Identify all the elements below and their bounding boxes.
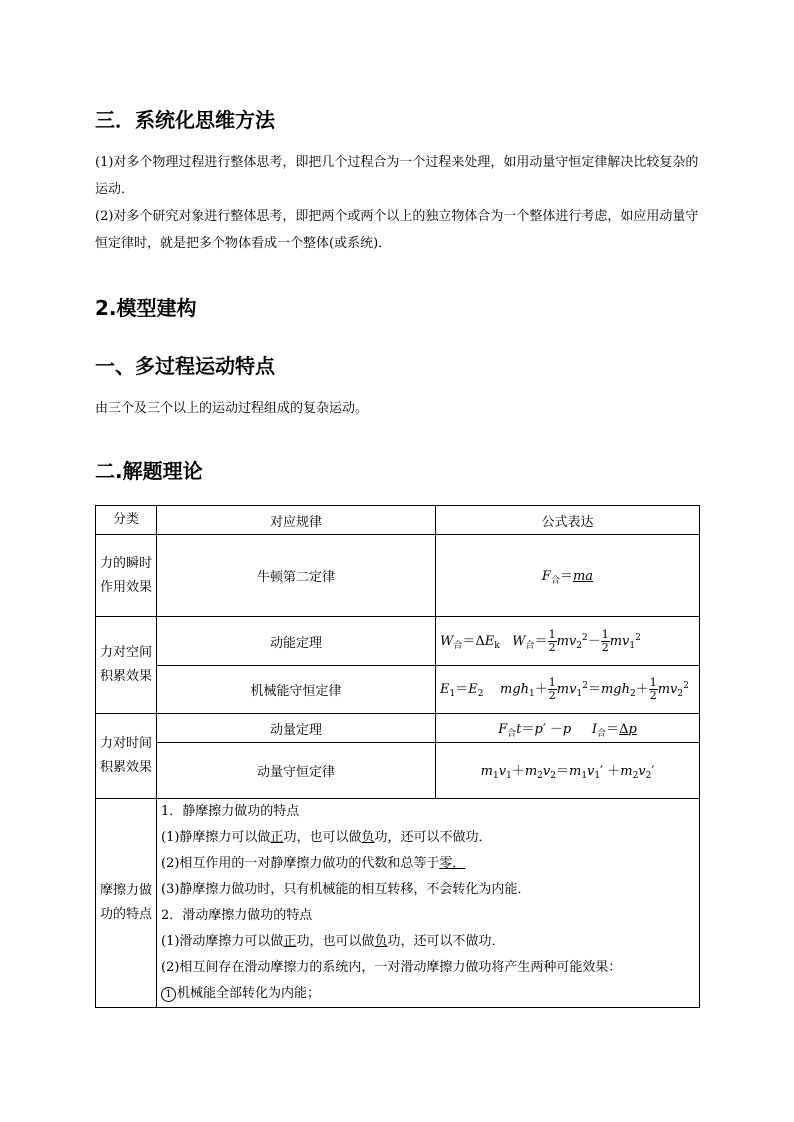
formula-mechanical-energy: $E_1=E_2$ mgh$_1$＋ $\frac{1}{2}$ $mv_1^2=mgh_2+$ $\frac{1}{2}$ $mv_2^2$	[436, 666, 700, 714]
table-row	[96, 714, 700, 743]
category-cell: 力对时间积累效果	[96, 714, 157, 799]
formula-newton: $F_合=ma$	[436, 535, 700, 617]
friction-sliding-line-1: (1)滑动摩擦力可以做正功，也可以做负功，还可以不做功．	[161, 934, 505, 949]
circled-number-icon: 1	[161, 987, 176, 1002]
formula-kinetic-energy: $W_合=\Delta E_k$ $W_合=$ $\frac{1}{2}$ $mv_2^2-$ $\frac{1}{2}$ $mv_1^2$	[436, 617, 700, 666]
friction-sliding-line-2: (2)相互间存在滑动摩擦力的系统内，一对滑动摩擦力做功将产生两种可能效果：	[161, 960, 622, 975]
friction-static-line-3: (3)静摩擦力做功时，只有机械能的相互转移，不会转化为内能．	[161, 882, 531, 897]
friction-static-title: 1．静摩擦力做功的特点	[161, 804, 300, 819]
section-title-multi-process: 一、多过程运动特点	[95, 354, 275, 378]
table-row	[96, 743, 700, 799]
friction-static-line-1: (1)静摩擦力可以做正功，也可以做负功，还可以不做功．	[161, 830, 492, 845]
law-cell: 动量定理	[157, 714, 436, 743]
friction-sliding-title: 2．滑动摩擦力做功的特点	[161, 908, 313, 923]
friction-sliding-line-3: 1 机械能全部转化为内能；	[161, 981, 695, 1007]
table-row	[96, 666, 700, 714]
theory-table	[95, 505, 700, 1008]
law-cell: 牛顿第二定律	[157, 535, 436, 617]
table-row	[96, 799, 700, 1008]
formula-momentum-conservation: $m_1v_1+m_2v_2=m_1v_1' +m_2v_2'$	[436, 743, 700, 799]
header-law: 对应规律	[157, 506, 436, 535]
formula-impulse: $F_合t=p' -p$ $I_合=\Delta p$	[436, 714, 700, 743]
category-cell: 力的瞬时作用效果	[96, 535, 157, 617]
header-formula: 公式表达	[436, 506, 700, 535]
section-title-systematic-thinking: 三．系统化思维方法	[95, 108, 275, 132]
section-title-model: 2.模型建构	[95, 296, 197, 320]
law-cell: 动能定理	[157, 617, 436, 666]
category-cell: 摩擦力做功的特点	[96, 799, 157, 1008]
table-header-row	[96, 506, 700, 535]
law-cell: 动量守恒定律	[157, 743, 436, 799]
paragraph-multi-process: 由三个及三个以上的运动过程组成的复杂运动。	[95, 401, 369, 416]
friction-static-line-2: (2)相互作用的一对静摩擦力做功的代数和总等于零．	[161, 856, 466, 871]
paragraph-1: (1)对多个物理过程进行整体思考，即把几个过程合为一个过程来处理，如用动量守恒定律解决比较复杂的运动．	[95, 155, 699, 197]
paragraph-2: (2)对多个研究对象进行整体思考，即把两个或两个以上的独立物体合为一个整体进行考虑，如应用动量守恒定律时，就是把多个物体看成一个整体(或系统)．	[95, 209, 699, 251]
table-row	[96, 617, 700, 666]
law-cell: 机械能守恒定律	[157, 666, 436, 714]
friction-content	[157, 799, 700, 1008]
table-row	[96, 535, 700, 617]
header-category: 分类	[96, 506, 157, 535]
section-title-theory: 二.解题理论	[95, 459, 203, 483]
category-cell: 力对空间积累效果	[96, 617, 157, 714]
